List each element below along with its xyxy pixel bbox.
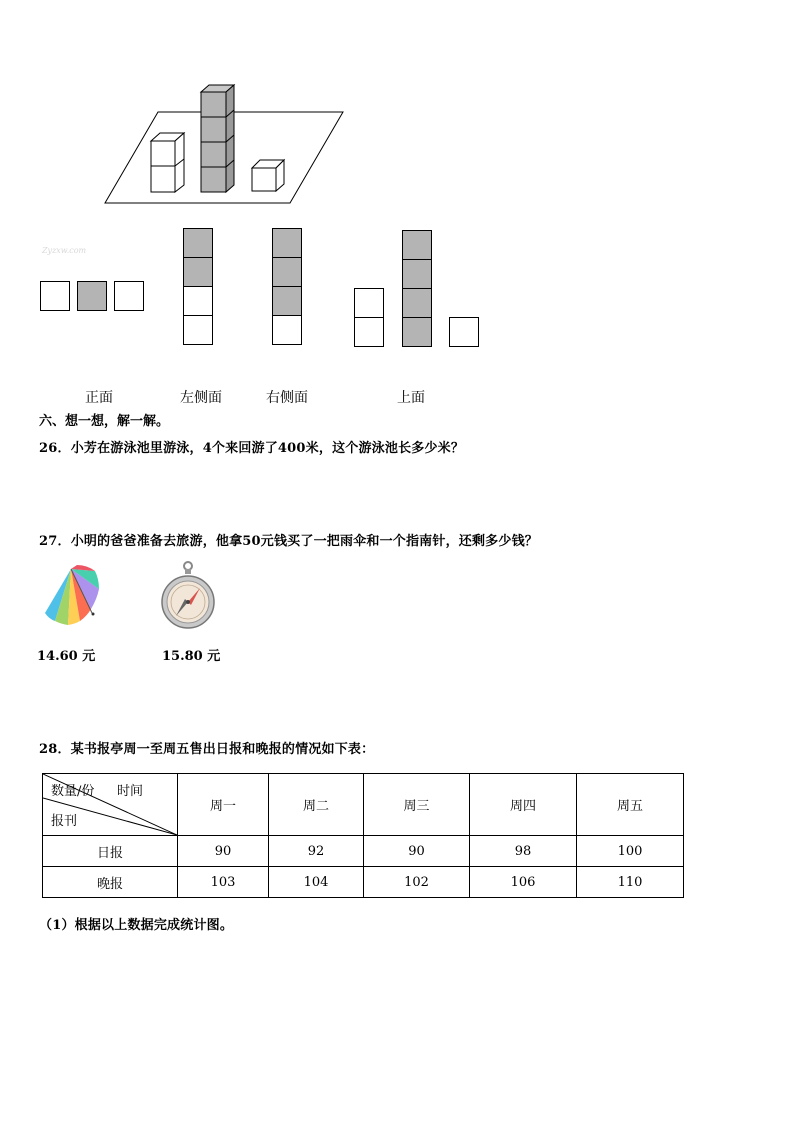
label-right-side: 右侧面 bbox=[266, 390, 308, 406]
corner-time-label: 时间 bbox=[117, 784, 144, 799]
table-cell: 110 bbox=[577, 867, 684, 898]
label-left-side: 左侧面 bbox=[180, 390, 222, 406]
corner-quantity-label: 数量/份 bbox=[51, 784, 95, 799]
question-27: 27．小明的爸爸准备去旅游，他拿50元钱买了一把雨伞和一个指南针，还剩多少钱？ bbox=[39, 534, 538, 549]
day-header: 周五 bbox=[577, 774, 684, 836]
table-cell: 106 bbox=[470, 867, 577, 898]
cube-arrangement-figure bbox=[100, 82, 350, 208]
table-cell: 102 bbox=[364, 867, 470, 898]
corner-paper-label: 报刊 bbox=[51, 814, 78, 829]
table-cell: 100 bbox=[577, 836, 684, 867]
left-cube-stack bbox=[151, 133, 184, 192]
day-header: 周三 bbox=[364, 774, 470, 836]
day-header: 周四 bbox=[470, 774, 577, 836]
table-cell: 98 bbox=[470, 836, 577, 867]
day-header: 周一 bbox=[178, 774, 269, 836]
table-cell: 92 bbox=[269, 836, 364, 867]
tall-cube-stack bbox=[201, 85, 234, 192]
table-cell: 103 bbox=[178, 867, 269, 898]
table-cell: 104 bbox=[269, 867, 364, 898]
table-cell: 90 bbox=[178, 836, 269, 867]
table-row bbox=[43, 836, 684, 867]
table-header-row bbox=[43, 774, 684, 836]
table-corner-cell bbox=[43, 774, 178, 836]
row-label: 日报 bbox=[43, 836, 178, 867]
question-28: 28．某书报亭周一至周五售出日报和晚报的情况如下表： bbox=[39, 742, 375, 757]
day-header: 周二 bbox=[269, 774, 364, 836]
compass-image bbox=[160, 560, 216, 632]
label-front: 正面 bbox=[85, 390, 113, 406]
umbrella-price: 14.60 元 bbox=[37, 649, 96, 664]
row-label: 晚报 bbox=[43, 867, 178, 898]
sales-table bbox=[42, 773, 684, 898]
compass-price: 15.80 元 bbox=[162, 649, 221, 664]
section-heading: 六、想一想，解一解。 bbox=[39, 414, 170, 429]
label-top: 上面 bbox=[397, 390, 425, 406]
sub-question-1: （1）根据以上数据完成统计图。 bbox=[39, 918, 234, 933]
watermark-text: Zyzxw.com bbox=[42, 246, 87, 255]
question-26: 26．小芳在游泳池里游泳，4个来回游了400米，这个游泳池长多少米？ bbox=[39, 441, 465, 456]
table-cell: 90 bbox=[364, 836, 470, 867]
umbrella-image bbox=[40, 563, 102, 627]
table-row bbox=[43, 867, 684, 898]
single-cube bbox=[252, 160, 284, 191]
